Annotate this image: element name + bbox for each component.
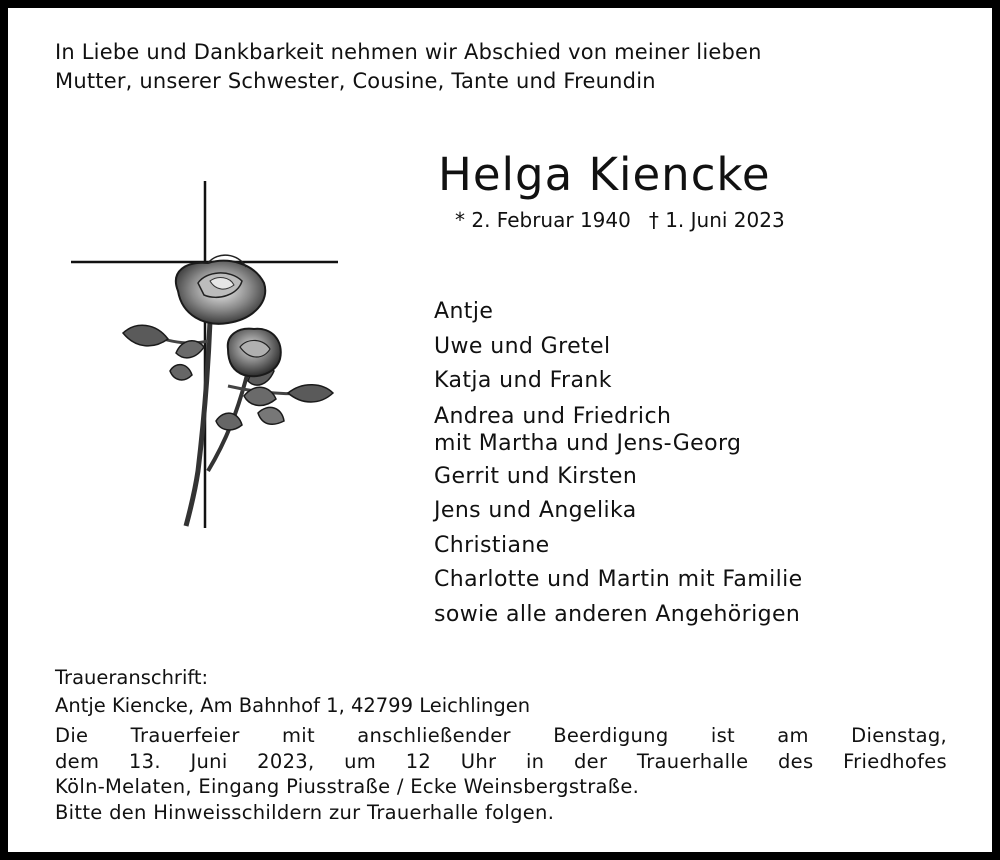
cross-with-roses-icon	[58, 171, 338, 533]
family-member-line: mit Martha und Jens-Georg	[434, 430, 742, 456]
family-member: Gerrit und Kirsten	[434, 463, 638, 489]
ceremony-line: Die Trauerfeier mit anschließender Beerdigung ist am Dienstag,	[55, 724, 947, 747]
ceremony-line: dem 13. Juni 2023, um 12 Uhr in der Trauerhalle des Friedhofes	[55, 749, 947, 773]
deceased-name: Helga Kiencke	[438, 148, 771, 201]
birth-date: * 2. Februar 1940	[455, 208, 631, 232]
family-member: Charlotte und Martin mit Familie	[434, 567, 803, 592]
address-line: Antje Kiencke, Am Bahnhof 1, 42799 Leichlingen	[55, 694, 531, 717]
family-list	[434, 295, 803, 632]
family-member: Katja und Frank	[434, 368, 612, 393]
family-member: sowie alle anderen Angehörigen	[434, 601, 801, 627]
ceremony-line: Köln-Melaten, Eingang Piusstraße / Ecke Weinsbergstraße.	[55, 775, 640, 798]
intro-line: In Liebe und Dankbarkeit nehmen wir Abschied von meiner lieben	[55, 40, 762, 64]
death-date: † 1. Juni 2023	[648, 208, 785, 232]
life-dates	[455, 208, 785, 232]
ceremony-info	[55, 723, 947, 825]
intro-text	[55, 38, 762, 96]
intro-line: Mutter, unserer Schwester, Cousine, Tante und Freundin	[55, 69, 656, 93]
family-member: Jens und Angelika	[434, 498, 637, 523]
family-member-line: Andrea und Friedrich	[434, 403, 672, 429]
ceremony-line: Bitte den Hinweisschildern zur Trauerhalle folgen.	[55, 800, 555, 824]
address-label: Traueranschrift:	[55, 666, 209, 689]
family-member: Antje	[434, 299, 494, 324]
family-member: Uwe und Gretel	[434, 333, 611, 359]
mourning-address	[55, 664, 530, 720]
family-member: Christiane	[434, 532, 550, 558]
family-member	[434, 403, 803, 457]
